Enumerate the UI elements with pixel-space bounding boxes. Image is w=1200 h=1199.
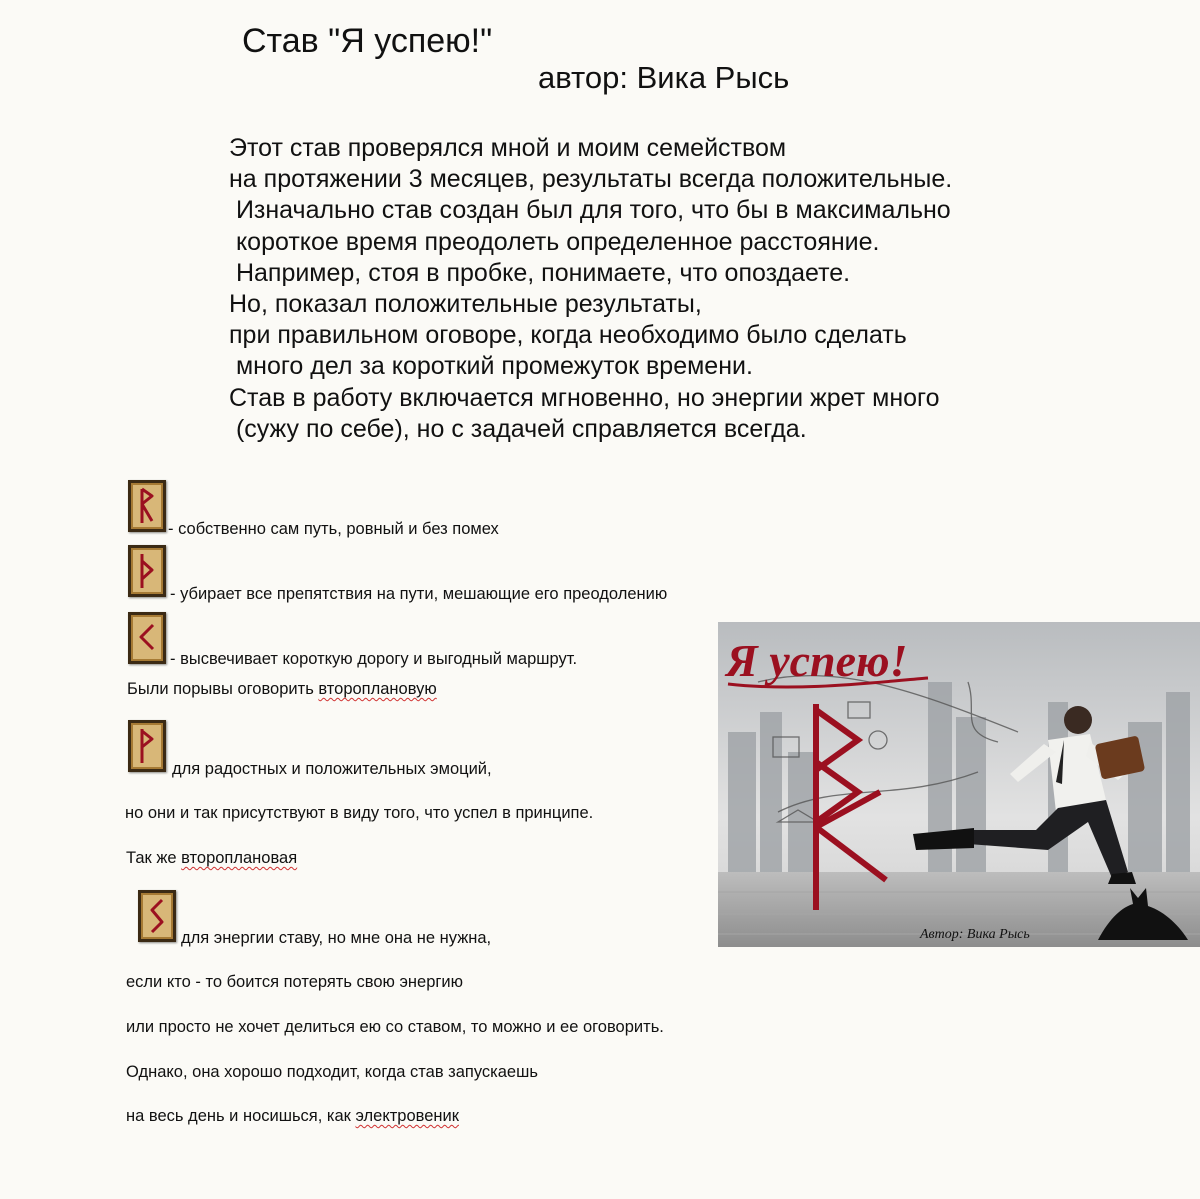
intro-line: Изначально став создан был для того, что бы в максимально xyxy=(229,196,951,225)
rune-description: - высвечивает короткую дорогу и выгодный маршрут. xyxy=(170,650,578,668)
illustration-caption: Я успею! xyxy=(726,635,908,686)
author-line: автор: Вика Рысь xyxy=(538,60,790,95)
intro-line: Став в работу включается мгновенно, но энергии жрет много xyxy=(229,383,940,412)
energy-note xyxy=(126,1063,538,1082)
intro-line: Но, показал положительные результаты, xyxy=(229,290,702,319)
note-text: , она хорошо подходит, когда став запускаешь xyxy=(182,1063,538,1081)
rune-description: для радостных и положительных эмоций, xyxy=(172,760,492,778)
misspelled-word: электровеник xyxy=(355,1107,459,1125)
note-text: на весь день и носишься, как xyxy=(126,1107,356,1125)
note-text: Так же xyxy=(126,849,182,867)
kenaz-rune-icon xyxy=(128,612,166,664)
note-text: или просто не хочет делиться ею со ставом, то можно и ее оговорить. xyxy=(126,1018,664,1036)
illustration-image xyxy=(718,622,1200,947)
thurisaz-rune-icon xyxy=(128,545,166,597)
intro-line: (сужу по себе), но с задачей справляется всегда. xyxy=(229,414,807,443)
note-text: Были порывы оговорить xyxy=(127,680,319,698)
intro-line: Например, стоя в пробке, понимаете, что опоздаете. xyxy=(229,258,851,287)
rune-description: для энергии ставу, но мне она не нужна, xyxy=(181,929,492,947)
illustration-signature: Автор: Вика Рысь xyxy=(920,927,1030,942)
note-text: Однако xyxy=(126,1063,183,1081)
secondary-note xyxy=(127,680,437,699)
raido-rune-icon xyxy=(128,480,166,532)
intro-paragraph xyxy=(229,133,1049,445)
also-note xyxy=(126,849,297,868)
sowilo-rune-icon xyxy=(138,890,176,942)
intro-line: короткое время преодолеть определенное расстояние. xyxy=(229,227,880,256)
note-text: но они и так присутствуют в виду того, что успел в принципе. xyxy=(125,804,594,822)
intro-line: при правильном оговоре, когда необходимо было сделать xyxy=(229,321,907,350)
note-text: если кто - то боится потерять свою энергию xyxy=(126,973,464,991)
misspelled-word: второплановая xyxy=(181,849,298,867)
wunjo-rune-icon xyxy=(128,720,166,772)
misspelled-word: второплановую xyxy=(318,680,437,698)
intro-line: Этот став проверялся мной и моим семейством xyxy=(229,134,787,162)
energy-note-final xyxy=(126,1107,459,1126)
rune-description: - убирает все препятствия на пути, мешающие его преодолению xyxy=(170,585,668,603)
page-title: Став "Я успею!" xyxy=(242,22,493,60)
intro-line: на протяжении 3 месяцев, результаты всегда положительные. xyxy=(229,165,953,194)
intro-line: много дел за короткий промежуток времени. xyxy=(229,352,753,381)
rune-description: - собственно сам путь, ровный и без помех xyxy=(168,520,499,538)
